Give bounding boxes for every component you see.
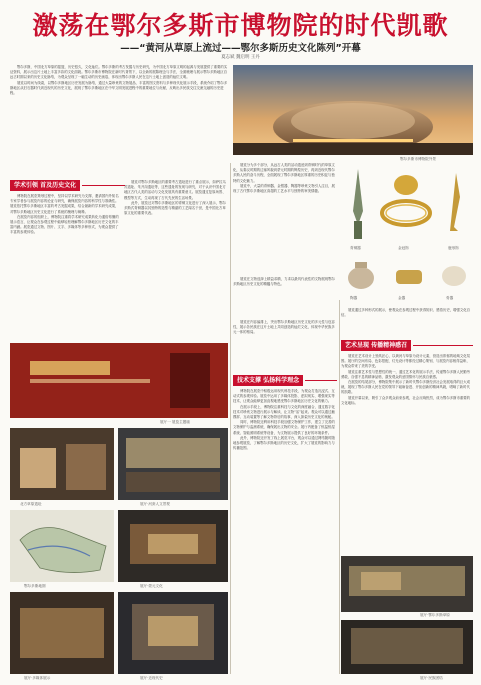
hall2-caption: 展厅·河套人文景观 [140,502,170,506]
map-photo [10,510,114,582]
map-caption: 鄂尔多斯地图 [24,584,46,588]
artifact-gold-item [390,260,428,290]
hall-photo-3 [118,510,228,582]
section-1-text-col-1: 博物院在展览策划过程中，坚持以学术研究为支撑，邀请国内外知名专家学者参与展览内容的论证与研究，确保展览内容的科学性与准确性。展览依托鄂尔多斯地区丰富的考古发掘成果，结合最新的学术研究成果，对鄂尔多斯地区历史文化进行了系统的梳理与阐释。 在展览内容的组织上，博物院注重将学术研究成果转化为通俗易懂的展示语言，让观众在参观过程中能够轻松理解鄂尔多斯地区历史文化的丰富内涵。展览通过文物、图片、文字、多媒体等多种形式，为观众提供了丰富的参观体验。 [10,194,119,235]
hall3-caption: 展厅·蒙元文化 [140,584,163,588]
museum-building-illustration [233,65,473,155]
artifact4-caption: 陶器 [350,296,358,300]
right-text-2: 展览在文物选择上精益求精，力求以最具代表性的文物展现鄂尔多斯地区历史文化的精髓与特色。 [233,277,335,287]
headline: 激荡在鄂尔多斯市博物院的时代凯歌 [32,11,449,40]
right1-caption: 展厅·鄂尔多斯草原 [420,613,450,617]
right-text-3: 展览通过多种形式的展示，使观众在参观过程中获得知识、感悟历史，增强文化自信。 [341,308,471,318]
right-hall-photo-2 [341,620,473,674]
museum-building-photo [233,65,473,155]
section-3-text: 展览在艺术设计上独具匠心，以黄河与草原为设计元素，营造出浓郁的地域文化氛围。展厅的空间布局、色彩搭配、灯光设计等都经过精心策划，与展览内容相得益彰，为观众带来了美的享受。 展览注重艺术性与思想性的统一，通过艺术化的展示手法，传递鄂尔多斯人民勤劳勇敢、自强不息的精神品格，激发观众的爱国情怀与民族自豪感。 在展览的结尾部分，博物院集中展示了新时代鄂尔多斯经济社会发展取得的巨大成就，展现了鄂尔多斯人民在党的领导下砥砺奋进、开拓创新的精神风貌，唱响了新时代的凯歌。 展览开幕以来，吸引了众多观众前来参观，社会反响热烈，成为鄂尔多斯市重要的文化地标。 [341,354,471,405]
section-3-rule [413,345,473,346]
right-text-1: 展览分为多个部分，从远古人类的活动遗迹到青铜时代的草原文化，从秦汉时期的边塞风貌到蒙元时期的辉煌历史，再到近现代鄂尔多斯人民的奋斗历程，全面展现了鄂尔多斯地区厚重的历史积淀与独特的文化魅力。 展览中，大量的青铜器、金银器、陶器等珍贵文物引人注目，展现了古代鄂尔多斯地区高超的工艺水平与独特的审美情趣。 [233,163,335,194]
artifact1-caption: 青铜器 [350,246,361,250]
hall-photo-5 [118,592,228,674]
column-divider-2 [339,300,340,674]
hall1-caption: 北方草原遗址 [20,502,42,506]
byline: 夏志斌 魏启明 王丹 [221,55,260,60]
hall-photo-4 [10,592,114,674]
hall-photo-1 [10,428,114,500]
section-1-header [10,180,125,191]
artifact5-caption: 金器 [398,296,406,300]
subheadline: ——“黄河从草原上流过——鄂尔多斯历史文化陈列”开幕 [120,43,361,54]
section-2-text: 博物院在展览中积极运用现代科技手段，为观众打造沉浸式、互动式的参观体验。展览中运用了多媒体投影、虚拟现实、增强现实等技术，让观众能够更加直观地感受鄂尔多斯地区历史文化的魅力。 在展示手段上，博物院注重科技与文化的深度融合，通过数字化技术对珍贵文物进行展示与解读，让文物“活”起来。观众可以通过触摸屏、互动装置等了解文物背后的故事，深入探索历史文化的奥秘。 同时，博物院还利用科技手段加强文物保护工作，建立了完善的文物保护与监测系统，确保展出文物的安全。展厅内配备了恒温恒湿系统、智能照明系统等设备，为文物展示提供了良好的环境条件。 此外，博物院还开发了线上展览平台，观众可以通过网络随时随地参观展览，了解鄂尔多斯地区的历史文化，扩大了展览的影响力与传播范围。 [233,389,335,451]
building-caption: 鄂尔多斯市博物院外景 [400,157,436,161]
artifact6-caption: 骨器 [446,296,454,300]
artifact-bronze-dagger [345,165,371,243]
section-3-header [341,340,473,351]
section-2-title: 技术支撑 弘扬科学理念 [233,375,303,386]
middle-text-1: 展览在内容编排上，突出鄂尔多斯地区历史文化的多元性与包容性，展示各民族在这片土地上共同创造的灿烂文化，体现中华民族多元一体的格局。 [233,320,335,335]
right-hall-photo-1 [341,556,473,612]
right2-caption: 展厅·民族团结 [420,676,443,680]
section-2-rule [305,380,337,381]
hall-theme-wall-photo [10,343,228,418]
artifact2-caption: 金冠饰 [398,246,409,250]
section-2-header [233,375,337,386]
hall5-caption: 展厅·近现代史 [140,676,163,680]
artifact-pottery [342,254,380,294]
artifact3-caption: 鹿形饰 [448,246,459,250]
artifact-bone [436,256,472,292]
hall4-caption: 展厅·多媒体展示 [24,676,51,680]
section-1-text-col-2: 展览对鄂尔多斯地区的重要考古遗址进行了重点展示，如萨拉乌苏遗址、朱开沟遗址等，这些遗址的发现与研究，对于认识中国北方地区古代人类的活动与文化发展具有重要意义。展览通过复原场景、模型等方式，生动再现了古代先民的生活场景。 此外，展览还对鄂尔多斯地区的青铜文化进行了深入展示，鄂尔多斯式青铜器以其独特的造型与精湛的工艺闻名于世，是中国北方草原文化的重要代表。 [124,180,226,216]
section-1-rule [82,185,125,186]
hall-title-caption: 展厅一 展览主题墙 [160,420,190,424]
section-1-title: 学术引领 首及历史文化 [10,180,80,191]
column-divider-1 [230,163,231,674]
section-3-title: 艺术呈现 传播精神感召 [341,340,411,351]
artifact-gold-crown [376,163,436,235]
intro-text: 鄂尔多斯，中国北方草原的摇篮，历史悠久，文化灿烂。鄂尔多斯的考古发掘与历史研究，为中国北方草原文明的起源与发展提供了重要的实证资料，展示出这片土地上丰富多彩的文化面貌。鄂尔多斯市博物院在新时代背景下，以全新的展陈理念与手法，全面梳理与展示鄂尔多斯地区自远古时期以来的历史文化脉络，为观众呈现了一幅生动的历史画卷，体现出鄂尔多斯人民在这片土地上创造的灿烂文明。 展览以时间为线索，以鄂尔多斯地区历史发展为脉络，通过大量珍贵的文物展品、丰富的图文资料与多种现代化展示手段，系统介绍了鄂尔多斯地区从旧石器时代到近现代的历史文化，展现了鄂尔多斯地区在中华文明发展进程中的重要地位与贡献，反映出多民族交往交流交融的历史进程。 [10,65,228,96]
hall-photo-2 [118,428,228,500]
artifact-deer-ornament [440,167,473,237]
